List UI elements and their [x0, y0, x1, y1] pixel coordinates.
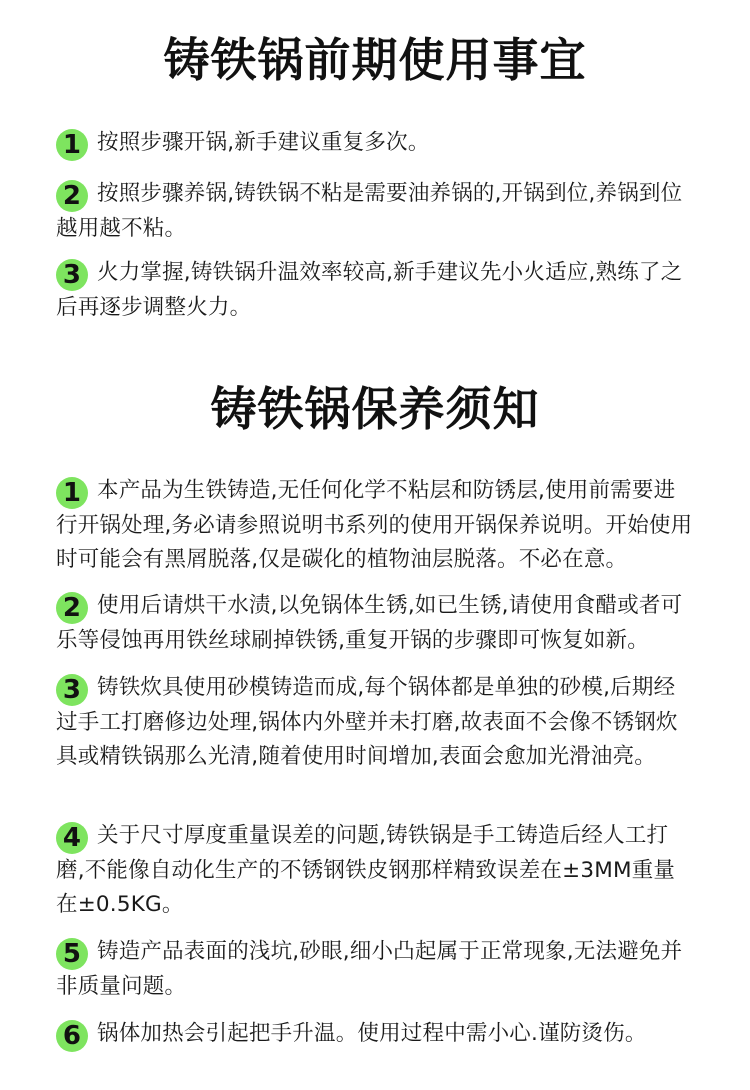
number-badge: 3 — [56, 259, 88, 291]
number-badge: 6 — [56, 1020, 88, 1052]
item-text: 使用后请烘干水渍,以免锅体生锈,如已生锈,请使用食醋或者可乐等侵蚀再用铁丝球刷掉铁锈,重复开锅的步骤即可恢复如新。 — [56, 593, 683, 653]
item-text: 关于尺寸厚度重量误差的问题,铸铁锅是手工铸造后经人工打磨,不能像自动化生产的不锈钢铁皮钢那样精致误差在±3MM重量在±0.5KG。 — [56, 823, 676, 917]
item-text: 本产品为生铁铸造,无任何化学不粘层和防锈层,使用前需要进行开锅处理,务必请参照说明书系列的使用开锅保养说明。开始使用时可能会有黑屑脱落,仅是碳化的植物油层脱落。不必在意。 — [56, 478, 693, 572]
usage-item-2 — [56, 177, 696, 246]
item-text: 火力掌握,铸铁锅升温效率较高,新手建议先小火适应,熟练了之后再逐步调整火力。 — [56, 260, 683, 320]
care-item-6 — [56, 1017, 696, 1052]
care-item-2 — [56, 589, 696, 658]
care-item-3 — [56, 671, 696, 774]
care-item-1 — [56, 474, 696, 577]
item-text: 铸造产品表面的浅坑,砂眼,细小凸起属于正常现象,无法避免并非质量问题。 — [56, 939, 683, 999]
number-badge: 4 — [56, 822, 88, 854]
number-badge: 5 — [56, 938, 88, 970]
number-badge: 3 — [56, 674, 88, 706]
item-text: 铸铁炊具使用砂模铸造而成,每个锅体都是单独的砂模,后期经过手工打磨修边处理,锅体内外壁并未打磨,故表面不会像不锈钢炊具或精铁锅那么光清,随着使用时间增加,表面会愈加光滑油亮。 — [56, 675, 678, 769]
item-text: 按照步骤养锅,铸铁锅不粘是需要油养锅的,开锅到位,养锅到位越用越不粘。 — [56, 181, 683, 241]
care-item-5 — [56, 935, 696, 1004]
number-badge: 1 — [56, 129, 88, 161]
section-title-usage: 铸铁锅前期使用事宜 — [163, 33, 587, 87]
section-title-care: 铸铁锅保养须知 — [210, 382, 540, 436]
usage-item-3 — [56, 256, 696, 325]
item-text: 锅体加热会引起把手升温。使用过程中需小心.谨防烫伤。 — [97, 1021, 647, 1046]
usage-item-1 — [56, 126, 696, 161]
item-text: 按照步骤开锅,新手建议重复多次。 — [97, 130, 430, 155]
number-badge: 1 — [56, 477, 88, 509]
number-badge: 2 — [56, 592, 88, 624]
care-item-4 — [56, 819, 696, 922]
number-badge: 2 — [56, 180, 88, 212]
